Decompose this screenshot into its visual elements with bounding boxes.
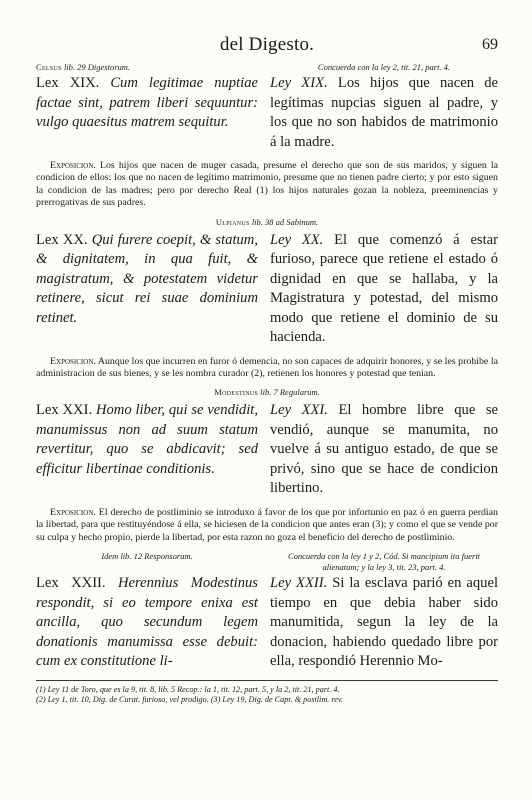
law-19-concordance: Concuerda con la ley 2, tit. 21, part. 4. bbox=[317, 62, 451, 72]
law-22-concordance: Concuerda con la ley 1 y 2, Cód. Si mancipium ita fuerit alienatum; y la ley 3, tit. 23, part. 4. bbox=[287, 551, 481, 573]
spanish-law-19: Ley XIX. Los hijos que nacen de legítimas nupcias siguen al padre, y los que no son habidos de matrimonio á la madre. bbox=[270, 75, 498, 150]
law-20-text-row bbox=[36, 230, 498, 348]
running-head bbox=[36, 34, 498, 62]
spanish-law-21: Ley XXI. El hombre libre que se vendió, aunque se manumita, no vuelve á su antiguo estado, de que se privó, sino que se hace de condicion libertino. bbox=[270, 402, 498, 497]
exposicion-law-19: Exposicion. Los hijos que nacen de muger casada, presume el derecho que son de sus maridos, y siguen la condicion de ellos: los que no nacen de legítimo matrimonio, presume que no tienen padre cierto; y por esto siguen la condicion de las madres; pero por derecho Real (1) los hijos naturales gozan la nobleza, preeminencias y prerrogativas de sus padres. bbox=[36, 160, 498, 209]
law-20-source: Ulpianus lib. 38 ad Sabinum. bbox=[215, 216, 319, 227]
law-19-text-row bbox=[36, 73, 498, 152]
law-19-attribution-row bbox=[36, 62, 498, 73]
exposicion-law-20: Exposicion. Aunque los que incurren en furor ó demencia, no son capaces de adquirir honores, y se les prohibe la administracion de sus bienes, y se les nombra curador (2), retienen los honores y potestad que tenian. bbox=[36, 355, 498, 380]
latin-law-22: Lex XXII. Herennius Modestinus respondit, si eo tempore enixa est ancilla, quo secundum legem donationis manumissa esse debuit: cum ex constitutione li- bbox=[36, 575, 258, 670]
footnote-2: (2) Ley 1, tit. 10, Dig. de Curat. furioso, vel prodigo. (3) Ley 19, Dig. de Capt. & postlim. rev. bbox=[36, 695, 343, 705]
law-19-source: Celsus lib. 29 Digestorum. bbox=[36, 62, 131, 72]
law-21-source: Modestinus lib. 7 Regularum. bbox=[214, 387, 320, 398]
exposicion-law-21: Exposicion. El derecho de postliminio se introduxo á favor de los que por infortunio en paz ó en guerra perdian la libertad, para que restituyéndose á ella, se hiciesen de la condicion que antes eran (3); y como el que se vende por su culpa y hecho propio, pierde la libertad, por esta razon no goza el beneficio del derecho de postliminio. bbox=[36, 506, 498, 543]
law-22-text-row bbox=[36, 573, 498, 672]
law-21-text-row bbox=[36, 400, 498, 499]
page-number: 69 bbox=[482, 36, 498, 53]
footnote-1: (1) Ley 11 de Toro, que es la 9, tit. 8, lib. 5 Recop.: la 1, tit. 12, part. 5, y la 2, tit. 21, part. 4. bbox=[36, 684, 340, 694]
law-22-source: Idem lib. 12 Responsorum. bbox=[101, 551, 193, 562]
latin-law-20: Lex XX. Qui furere coepit, & statum, & dignitatem, in qua fuit, & magistratum, & potestatem videtur retinere, sicut rei suae dominium retinet. bbox=[36, 231, 258, 326]
spanish-law-22: Ley XXII. Si la esclava parió en aquel tiempo en que debia haber sido manumitida, segun la ley de la donacion, habiendo quedado libre por ella, respondió Herennio Mo- bbox=[270, 575, 499, 670]
latin-law-21: Lex XXI. Homo liber, qui se vendidit, manumissus non ad suum statum revertitur, quo se abdicavit; sed efficitur libertinae conditionis. bbox=[36, 402, 258, 477]
latin-law-19: Lex XIX. Cum legitimae nuptiae factae sint, patrem liberi sequuntur: vulgo quaesitus matrem sequitur. bbox=[36, 75, 258, 130]
page bbox=[36, 34, 498, 705]
page-title: del Digesto. bbox=[219, 34, 315, 55]
law-22-attribution-row bbox=[36, 551, 498, 573]
footnote-divider bbox=[36, 680, 498, 681]
spanish-law-20: Ley XX. El que comenzó á estar furioso, parece que retiene el estado ó dignidad en que se hallaba, y la Magistratura y potestad, del mismo modo que retiene el dominio de su hacienda. bbox=[270, 231, 498, 346]
